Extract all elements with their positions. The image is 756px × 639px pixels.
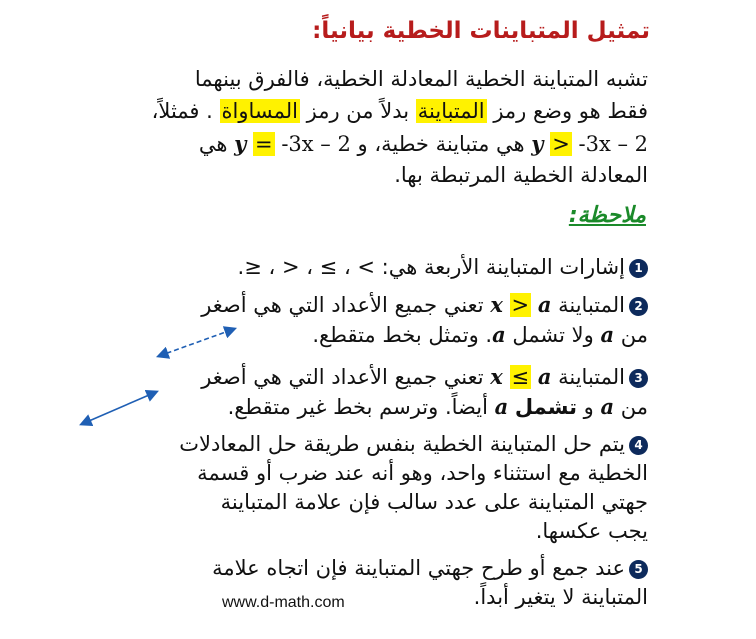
math-a: a	[600, 322, 615, 347]
item-text: ولا تشمل	[505, 323, 601, 347]
item-text: أيضاً. وترسم بخط غير متقطع.	[227, 395, 495, 419]
list-item-4-cont: الخطية مع استثناء واحد، وهو أنه عند ضرب أو قسمة	[197, 461, 648, 485]
math-a: a	[600, 394, 615, 419]
number-bullet-icon: 4	[629, 436, 648, 455]
intro-text: هي متباينة خطية، و	[350, 132, 532, 156]
item-text: المتباينة	[558, 365, 625, 389]
number-bullet-icon: 2	[629, 297, 648, 316]
item-text: و	[576, 395, 601, 419]
list-item-5-cont: المتباينة لا يتغير أبداً.	[473, 585, 648, 609]
footer-url: www.d-math.com	[222, 594, 345, 611]
math-a: a	[494, 394, 509, 419]
math-x: x	[490, 292, 503, 317]
highlight-equality: المساواة	[221, 99, 298, 123]
item-text: من	[614, 323, 648, 347]
intro-text: فقط هو وضع رمز	[486, 99, 648, 123]
item-text: . وتمثل بخط متقطع.	[312, 323, 493, 347]
math-rhs: -3x – 2	[578, 132, 648, 156]
intro-line-4: المعادلة الخطية المرتبطة بها.	[394, 163, 648, 187]
item-text: يتم حل المتباينة الخطية بنفس طريقة حل المعادلات	[179, 432, 625, 456]
item-text: تعني جميع الأعداد التي هي أصغر	[201, 293, 491, 317]
math-a: a	[537, 364, 552, 389]
highlight-symbol: >	[552, 132, 570, 156]
highlight-symbol: >	[511, 293, 530, 317]
math-a: a	[537, 292, 552, 317]
bold-word: تشمل	[514, 395, 577, 419]
item-text: من	[614, 395, 648, 419]
item-text: تعني جميع الأعداد التي هي أصغر	[201, 365, 491, 389]
item-text: عند جمع أو طرح جهتي المتباينة فإن اتجاه علامة	[212, 556, 625, 580]
intro-line-1: تشبه المتباينة الخطية المعادلة الخطية، فالفرق بينهما	[194, 67, 648, 91]
math-x: x	[490, 364, 503, 389]
highlight-symbol: =	[255, 132, 273, 156]
highlight-symbol: ≤	[511, 365, 530, 389]
page-title: تمثيل المتباينات الخطية بيانياً:	[312, 18, 650, 44]
solid-double-arrow-icon	[82, 392, 156, 424]
item-text: إشارات المتباينة الأربعة هي: > ، ≥ ، < ، ≤.	[237, 255, 625, 279]
math-a: a	[492, 322, 506, 347]
math-y: y	[531, 131, 544, 156]
note-heading: ملاحظة:	[568, 203, 646, 228]
highlight-inequality: المتباينة	[417, 99, 485, 123]
number-bullet-icon: 1	[629, 259, 648, 278]
intro-text: هي	[198, 132, 235, 156]
intro-text: بدلاً من رمز	[299, 99, 416, 123]
dashed-double-arrow-icon	[159, 329, 234, 356]
list-item-4-cont: يجب عكسها.	[535, 519, 648, 543]
list-item-4-cont: جهتي المتباينة على عدد سالب فإن علامة المتباينة	[220, 490, 648, 514]
intro-text: . فمثلاً،	[151, 99, 220, 123]
number-bullet-icon: 5	[629, 560, 648, 579]
item-text: المتباينة	[551, 293, 625, 317]
number-bullet-icon: 3	[629, 369, 648, 388]
math-y: y	[234, 131, 247, 156]
math-rhs: -3x – 2	[281, 132, 351, 156]
